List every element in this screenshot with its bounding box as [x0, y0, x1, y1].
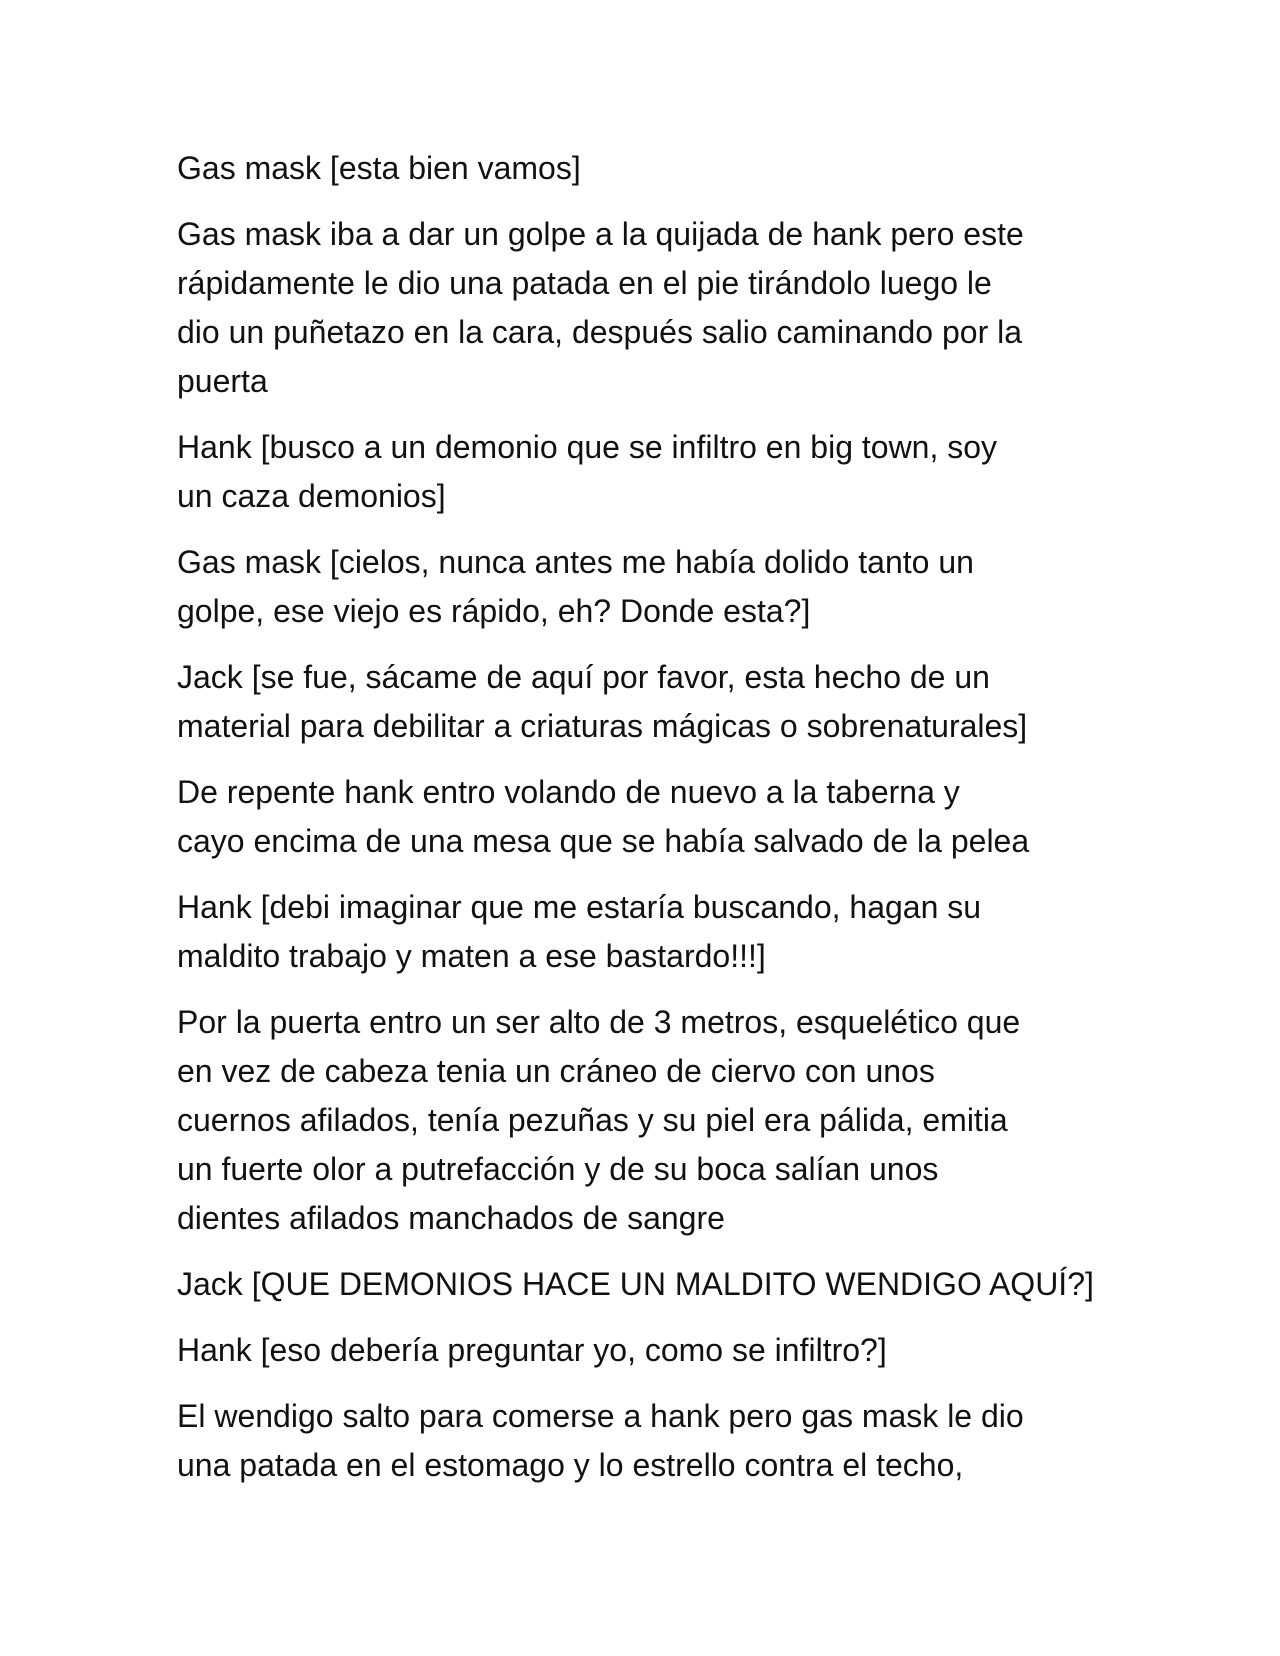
- text-line: Jack [QUE DEMONIOS HACE UN MALDITO WENDIGO AQUÍ?]: [177, 1266, 1094, 1302]
- text-line: De repente hank entro volando de nuevo a la taberna y: [177, 774, 960, 810]
- text-line: dientes afilados manchados de sangre: [177, 1200, 725, 1236]
- paragraph-8: [177, 998, 1117, 1243]
- text-line: Hank [eso debería preguntar yo, como se infiltro?]: [177, 1332, 887, 1368]
- text-line: material para debilitar a criaturas mágicas o sobrenaturales]: [177, 708, 1028, 744]
- text-line: cuernos afilados, tenía pezuñas y su piel era pálida, emitia: [177, 1102, 1008, 1138]
- text-line: Gas mask [esta bien vamos]: [177, 150, 581, 186]
- text-line: un fuerte olor a putrefacción y de su boca salían unos: [177, 1151, 939, 1187]
- text-line: maldito trabajo y maten a ese bastardo!!!]: [177, 938, 766, 974]
- text-line: Por la puerta entro un ser alto de 3 metros, esquelético que: [177, 1004, 1021, 1040]
- text-line: Hank [busco a un demonio que se infiltro en big town, soy: [177, 429, 998, 465]
- text-line: en vez de cabeza tenia un cráneo de ciervo con unos: [177, 1053, 935, 1089]
- paragraph-11: [177, 1392, 1117, 1490]
- text-line: Gas mask iba a dar un golpe a la quijada de hank pero este: [177, 216, 1024, 252]
- paragraph-10: [177, 1326, 1117, 1375]
- paragraph-3: [177, 423, 1117, 521]
- text-line: puerta: [177, 363, 268, 399]
- document-body: [177, 144, 1117, 1507]
- paragraph-5: [177, 653, 1117, 751]
- text-line: Jack [se fue, sácame de aquí por favor, esta hecho de un: [177, 659, 990, 695]
- paragraph-1: [177, 144, 1117, 193]
- paragraph-6: [177, 768, 1117, 866]
- text-line: un caza demonios]: [177, 478, 446, 514]
- paragraph-2: [177, 210, 1117, 406]
- text-line: Hank [debi imaginar que me estaría buscando, hagan su: [177, 889, 982, 925]
- text-line: El wendigo salto para comerse a hank pero gas mask le dio: [177, 1398, 1024, 1434]
- text-line: golpe, ese viejo es rápido, eh? Donde esta?]: [177, 593, 811, 629]
- paragraph-4: [177, 538, 1117, 636]
- paragraph-7: [177, 883, 1117, 981]
- text-line: rápidamente le dio una patada en el pie tirándolo luego le: [177, 265, 992, 301]
- text-line: una patada en el estomago y lo estrello contra el techo,: [177, 1447, 964, 1483]
- text-line: cayo encima de una mesa que se había salvado de la pelea: [177, 823, 1030, 859]
- text-line: Gas mask [cielos, nunca antes me había dolido tanto un: [177, 544, 974, 580]
- text-line: dio un puñetazo en la cara, después salio caminando por la: [177, 314, 1023, 350]
- paragraph-9: [177, 1260, 1117, 1309]
